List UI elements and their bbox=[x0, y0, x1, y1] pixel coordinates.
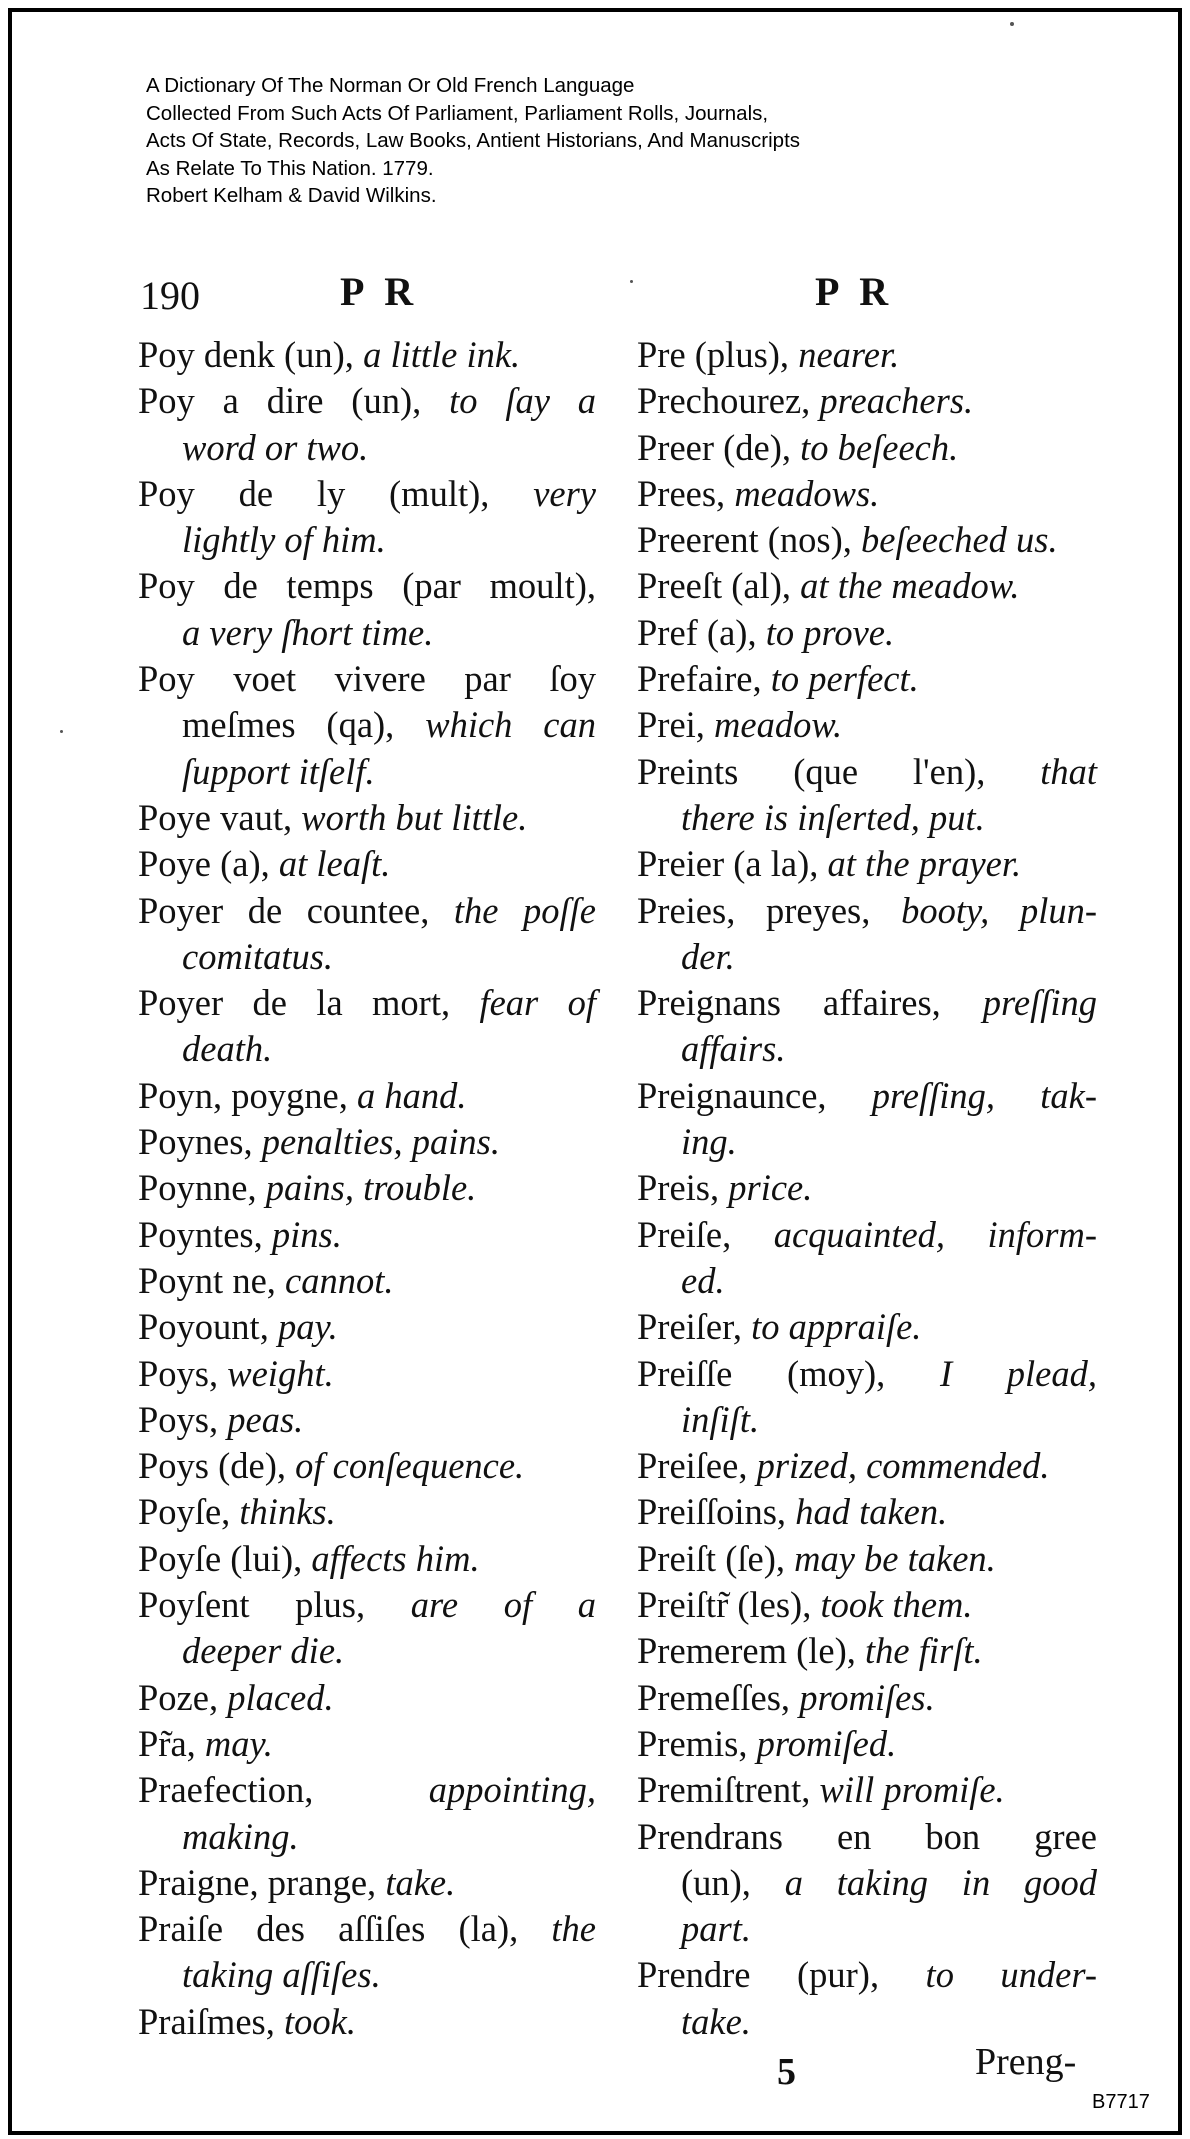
entry-gloss: I plead, bbox=[939, 1352, 1097, 1394]
entry-line bbox=[138, 1489, 596, 1535]
dictionary-entry bbox=[637, 1814, 1097, 1953]
dictionary-entry bbox=[637, 1351, 1097, 1444]
entry-gloss: had taken. bbox=[795, 1491, 948, 1533]
dictionary-entry bbox=[637, 1165, 1097, 1211]
entry-line bbox=[138, 702, 596, 748]
header-line: Robert Kelham & David Wilkins. bbox=[146, 184, 437, 207]
dictionary-entry bbox=[637, 1582, 1097, 1628]
dictionary-entry bbox=[138, 1582, 596, 1675]
entry-line bbox=[637, 1443, 1097, 1489]
dictionary-entry bbox=[637, 425, 1097, 471]
entry-line bbox=[138, 332, 596, 378]
entry-headword: Poy de ly (mult), bbox=[138, 472, 534, 514]
entry-line bbox=[138, 980, 596, 1026]
entry-gloss: at leaſt. bbox=[278, 843, 391, 885]
entry-headword: Poyſent plus, bbox=[138, 1584, 411, 1626]
entry-text: meſmes (qa), bbox=[182, 704, 426, 746]
entry-line bbox=[637, 795, 1097, 841]
entry-line bbox=[637, 1582, 1097, 1628]
entry-line bbox=[138, 1397, 596, 1443]
right-column bbox=[637, 332, 1097, 2045]
entry-headword: Premis, bbox=[637, 1722, 757, 1764]
entry-gloss: death. bbox=[182, 1028, 273, 1070]
entry-line bbox=[637, 1397, 1097, 1443]
entry-gloss: preſſing bbox=[982, 982, 1097, 1024]
entry-line bbox=[637, 610, 1097, 656]
dictionary-entry bbox=[637, 563, 1097, 609]
entry-line bbox=[138, 517, 596, 563]
entry-gloss: worth but little. bbox=[301, 796, 528, 838]
entry-line bbox=[138, 749, 596, 795]
signature-mark: 5 bbox=[777, 2051, 796, 2093]
running-head-left: P R bbox=[340, 269, 420, 314]
header-line: Collected From Such Acts Of Parliament, Parliament Rolls, Journals, bbox=[146, 101, 769, 125]
entry-headword: Preiſee, bbox=[637, 1445, 757, 1487]
entry-line bbox=[637, 1675, 1097, 1721]
entry-line bbox=[138, 1165, 596, 1211]
entry-line bbox=[637, 1119, 1097, 1165]
entry-headword: Preiſe, bbox=[637, 1213, 774, 1255]
entry-headword: Preiſer, bbox=[637, 1306, 752, 1348]
dictionary-entry bbox=[637, 610, 1097, 656]
entry-headword: Prendre (pur), bbox=[637, 1954, 926, 1996]
entry-line bbox=[637, 656, 1097, 702]
entry-line bbox=[138, 795, 596, 841]
entry-gloss: fear of bbox=[479, 982, 596, 1024]
dictionary-entry bbox=[138, 656, 596, 795]
dictionary-entry bbox=[637, 1767, 1097, 1813]
entry-line bbox=[637, 1906, 1097, 1952]
entry-headword: Poyſe, bbox=[138, 1491, 240, 1533]
header-line: A Dictionary Of The Norman Or Old French Language bbox=[146, 74, 635, 97]
entry-line bbox=[637, 378, 1097, 424]
entry-gloss: are of a bbox=[410, 1584, 596, 1626]
entry-headword: Poynes, bbox=[138, 1121, 262, 1163]
entry-text: (un), bbox=[681, 1861, 785, 1903]
dictionary-entry bbox=[637, 1721, 1097, 1767]
entry-line bbox=[138, 888, 596, 934]
entry-gloss: making. bbox=[182, 1815, 299, 1857]
scan-speck bbox=[60, 730, 63, 733]
entry-line bbox=[138, 1860, 596, 1906]
entry-gloss: booty, plun- bbox=[901, 889, 1098, 931]
entry-headword: Poyntes, bbox=[138, 1213, 272, 1255]
page-number: 190 bbox=[140, 273, 200, 318]
entry-line bbox=[138, 1952, 596, 1998]
entry-line bbox=[637, 1489, 1097, 1535]
dictionary-entry bbox=[138, 1536, 596, 1582]
entry-headword: Pref (a), bbox=[637, 611, 766, 653]
entry-headword: Poyſe (lui), bbox=[138, 1537, 312, 1579]
dictionary-entry bbox=[138, 1767, 596, 1860]
dictionary-entry bbox=[637, 1073, 1097, 1166]
header-line: As Relate To This Nation. 1779. bbox=[146, 156, 434, 180]
dictionary-entry bbox=[637, 980, 1097, 1073]
dictionary-entry bbox=[138, 1999, 596, 2045]
entry-gloss: peas. bbox=[227, 1398, 304, 1440]
entry-line bbox=[138, 1026, 596, 1072]
dictionary-entry bbox=[637, 888, 1097, 981]
scan-speck bbox=[1010, 22, 1014, 26]
entry-gloss: a very ſhort time. bbox=[182, 611, 434, 653]
entry-line bbox=[138, 1767, 596, 1813]
entry-gloss: penalties, pains. bbox=[261, 1121, 500, 1163]
entry-gloss: ſupport itſelf. bbox=[182, 750, 375, 792]
entry-gloss: at the meadow. bbox=[800, 565, 1020, 607]
dictionary-entry bbox=[138, 471, 596, 564]
entry-gloss: affects him. bbox=[311, 1537, 480, 1579]
header-line: Acts Of State, Records, Law Books, Antient Historians, And Manuscripts bbox=[146, 129, 801, 152]
dictionary-entry bbox=[637, 1489, 1097, 1535]
dictionary-entry bbox=[637, 1304, 1097, 1350]
entry-gloss: which can bbox=[425, 704, 597, 746]
catchword: Preng- bbox=[975, 2041, 1077, 2083]
entry-gloss: will promiſe. bbox=[819, 1769, 1005, 1811]
entry-gloss: a hand. bbox=[357, 1074, 467, 1116]
running-head-right: P R bbox=[815, 269, 895, 314]
entry-headword: Praefection, bbox=[138, 1769, 429, 1811]
entry-headword: Prees, bbox=[637, 472, 735, 514]
dictionary-entry bbox=[138, 563, 596, 656]
entry-gloss: the poſſe bbox=[453, 889, 596, 931]
entry-line bbox=[637, 1814, 1097, 1860]
entry-headword: Poys, bbox=[138, 1352, 228, 1394]
dictionary-entry bbox=[637, 517, 1097, 563]
entry-line bbox=[138, 1258, 596, 1304]
dictionary-entry bbox=[138, 1443, 596, 1489]
entry-line bbox=[138, 378, 596, 424]
entry-headword: Preiſſe (moy), bbox=[637, 1352, 940, 1394]
dictionary-entry bbox=[637, 841, 1097, 887]
entry-gloss: nearer. bbox=[798, 334, 900, 375]
dictionary-entry bbox=[637, 378, 1097, 424]
entry-headword: Poyer de countee, bbox=[138, 889, 454, 931]
entry-headword: Poy denk (un), bbox=[138, 334, 364, 375]
dictionary-entry bbox=[138, 1304, 596, 1350]
entry-line bbox=[138, 1906, 596, 1952]
entry-gloss: the firſt. bbox=[865, 1630, 983, 1672]
entry-headword: Poy voet vivere par ſoy bbox=[138, 658, 596, 700]
header-block bbox=[146, 72, 800, 210]
entry-line bbox=[138, 1304, 596, 1350]
dictionary-entry bbox=[138, 1906, 596, 1999]
entry-headword: Praiſmes, bbox=[138, 2000, 284, 2042]
entry-line bbox=[138, 610, 596, 656]
entry-gloss: meadows. bbox=[734, 472, 880, 514]
dictionary-entry bbox=[138, 378, 596, 471]
entry-gloss: beſeeched us. bbox=[861, 519, 1058, 561]
entry-headword: Prechourez, bbox=[637, 380, 820, 422]
dictionary-entry bbox=[637, 1952, 1097, 2045]
entry-line bbox=[637, 1073, 1097, 1119]
dictionary-entry bbox=[138, 1258, 596, 1304]
entry-line bbox=[138, 1351, 596, 1397]
entry-line bbox=[637, 563, 1097, 609]
entry-line bbox=[637, 1952, 1097, 1998]
entry-line bbox=[637, 1304, 1097, 1350]
entry-gloss: affairs. bbox=[681, 1028, 786, 1070]
entry-line bbox=[637, 1351, 1097, 1397]
entry-line bbox=[138, 1582, 596, 1628]
dictionary-entry bbox=[138, 1073, 596, 1119]
entry-gloss: lightly of him. bbox=[182, 519, 386, 561]
entry-gloss: meadow. bbox=[714, 704, 843, 746]
dictionary-entry bbox=[637, 1443, 1097, 1489]
dictionary-entry bbox=[138, 1212, 596, 1258]
entry-line bbox=[138, 1999, 596, 2045]
dictionary-entry bbox=[637, 471, 1097, 517]
dictionary-entry bbox=[138, 1675, 596, 1721]
dictionary-entry bbox=[138, 1489, 596, 1535]
entry-gloss: weight. bbox=[227, 1352, 334, 1394]
dictionary-entry bbox=[138, 841, 596, 887]
entry-line bbox=[637, 1628, 1097, 1674]
dictionary-entry bbox=[637, 656, 1097, 702]
entry-gloss: of conſequence. bbox=[295, 1445, 525, 1487]
dictionary-entry bbox=[637, 702, 1097, 748]
entry-line bbox=[637, 471, 1097, 517]
entry-gloss: took them. bbox=[820, 1584, 973, 1626]
entry-line bbox=[138, 1721, 596, 1767]
entry-gloss: der. bbox=[681, 935, 735, 977]
dictionary-entry bbox=[138, 1397, 596, 1443]
entry-gloss: word or two. bbox=[182, 426, 369, 468]
dictionary-entry bbox=[637, 1675, 1097, 1721]
entry-gloss: comitatus. bbox=[182, 935, 334, 977]
entry-gloss: promiſes. bbox=[799, 1676, 935, 1718]
entry-line bbox=[637, 332, 1097, 378]
entry-headword: Prefaire, bbox=[637, 658, 771, 700]
entry-gloss: part. bbox=[681, 1908, 751, 1950]
dictionary-entry bbox=[138, 1860, 596, 1906]
entry-line bbox=[637, 1860, 1097, 1906]
entry-line bbox=[637, 1165, 1097, 1211]
entry-line bbox=[637, 425, 1097, 471]
entry-gloss: to appraiſe. bbox=[751, 1306, 922, 1348]
entry-headword: Praiſe des aſſiſes (la), bbox=[138, 1908, 552, 1950]
entry-line bbox=[138, 1073, 596, 1119]
entry-gloss: appointing, bbox=[428, 1769, 596, 1811]
entry-line bbox=[637, 1767, 1097, 1813]
entry-gloss: took. bbox=[283, 2000, 356, 2042]
dictionary-entry bbox=[637, 1628, 1097, 1674]
dictionary-entry bbox=[637, 1536, 1097, 1582]
entry-headword: Prendrans en bon gree bbox=[637, 1815, 1097, 1857]
scan-code: B7717 bbox=[1092, 2091, 1150, 2113]
entry-gloss: take. bbox=[681, 2000, 751, 2042]
entry-gloss: to beſeech. bbox=[800, 426, 959, 468]
entry-gloss: to ſay a bbox=[449, 380, 597, 422]
entry-line bbox=[138, 1536, 596, 1582]
entry-gloss: there is inſerted, put. bbox=[681, 796, 985, 838]
entry-line bbox=[138, 1814, 596, 1860]
entry-line bbox=[138, 934, 596, 980]
entry-headword: Praigne, prange, bbox=[138, 1861, 386, 1903]
entry-headword: Pr̃a, bbox=[138, 1722, 205, 1764]
scan-speck bbox=[630, 280, 633, 283]
entry-line bbox=[637, 1536, 1097, 1582]
entry-gloss: may. bbox=[204, 1722, 273, 1764]
entry-headword: Poyer de la mort, bbox=[138, 982, 480, 1024]
entry-headword: Preignaunce, bbox=[637, 1074, 872, 1116]
entry-headword: Premeſſes, bbox=[637, 1676, 800, 1718]
entry-line bbox=[138, 656, 596, 702]
entry-gloss: thinks. bbox=[239, 1491, 336, 1533]
entry-gloss: pains, trouble. bbox=[265, 1167, 477, 1209]
entry-line bbox=[637, 888, 1097, 934]
entry-line bbox=[138, 1119, 596, 1165]
entry-line bbox=[637, 980, 1097, 1026]
entry-line bbox=[637, 749, 1097, 795]
entry-gloss: preſſing, tak- bbox=[871, 1074, 1097, 1116]
entry-line bbox=[637, 702, 1097, 748]
entry-gloss: ed. bbox=[681, 1259, 725, 1301]
dictionary-entry bbox=[138, 1351, 596, 1397]
entry-line bbox=[637, 934, 1097, 980]
dictionary-entry bbox=[138, 332, 596, 378]
entry-gloss: a taking in good bbox=[784, 1861, 1097, 1903]
entry-headword: Poze, bbox=[138, 1676, 228, 1718]
entry-gloss: that bbox=[1040, 750, 1097, 792]
entry-gloss: the bbox=[551, 1908, 596, 1950]
entry-headword: Poynt ne, bbox=[138, 1259, 286, 1301]
entry-gloss: taking aſſiſes. bbox=[182, 1954, 381, 1996]
entry-line bbox=[637, 1212, 1097, 1258]
entry-headword: Poye (a), bbox=[138, 843, 279, 885]
entry-gloss: placed. bbox=[227, 1676, 334, 1718]
entry-headword: Poynne, bbox=[138, 1167, 266, 1209]
entry-headword: Poys (de), bbox=[138, 1445, 296, 1487]
entry-headword: Preiſſoins, bbox=[637, 1491, 796, 1533]
entry-gloss: to prove. bbox=[765, 611, 895, 653]
entry-line bbox=[637, 517, 1097, 563]
entry-headword: Poy a dire (un), bbox=[138, 380, 450, 422]
entry-gloss: prized, commended. bbox=[756, 1445, 1050, 1487]
entry-gloss: a little ink. bbox=[363, 334, 521, 375]
entry-gloss: pay. bbox=[277, 1306, 338, 1348]
entry-headword: Pre (plus), bbox=[637, 334, 799, 375]
entry-headword: Preiſtr̃ (les), bbox=[637, 1584, 821, 1626]
entry-gloss: to perfect. bbox=[770, 658, 919, 700]
entry-headword: Preints (que l'en), bbox=[637, 750, 1041, 792]
entry-gloss: price. bbox=[728, 1167, 813, 1209]
entry-gloss: inſiſt. bbox=[681, 1398, 760, 1440]
entry-gloss: deeper die. bbox=[182, 1630, 345, 1672]
entry-gloss: pins. bbox=[271, 1213, 342, 1255]
entry-gloss: acquainted, inform- bbox=[773, 1213, 1098, 1255]
entry-line bbox=[637, 1721, 1097, 1767]
entry-line bbox=[138, 563, 596, 609]
entry-gloss: ing. bbox=[681, 1121, 737, 1163]
entry-headword: Preies, preyes, bbox=[637, 889, 902, 931]
dictionary-entry bbox=[138, 980, 596, 1073]
entry-headword: Premiſtrent, bbox=[637, 1769, 820, 1811]
entry-headword: Preer (de), bbox=[637, 426, 801, 468]
dictionary-entry bbox=[138, 888, 596, 981]
entry-gloss: cannot. bbox=[285, 1259, 394, 1301]
entry-headword: Prei, bbox=[637, 704, 715, 746]
entry-headword: Preerent (nos), bbox=[637, 519, 861, 561]
dictionary-entry bbox=[138, 1721, 596, 1767]
entry-line bbox=[138, 1212, 596, 1258]
left-column bbox=[138, 332, 596, 2045]
entry-headword: Poy de temps (par moult), bbox=[138, 565, 596, 607]
entry-headword: Preiſt (ſe), bbox=[637, 1537, 795, 1579]
entry-headword: Poyn, poygne, bbox=[138, 1074, 357, 1116]
entry-line bbox=[637, 1026, 1097, 1072]
entry-gloss: may be taken. bbox=[794, 1537, 996, 1579]
entry-headword: Preignans affaires, bbox=[637, 982, 983, 1024]
entry-line bbox=[138, 841, 596, 887]
entry-headword: Preis, bbox=[637, 1167, 729, 1209]
entry-gloss: at the prayer. bbox=[827, 843, 1022, 885]
entry-gloss: to under- bbox=[925, 1954, 1097, 1996]
entry-headword: Preier (a la), bbox=[637, 843, 828, 885]
dictionary-entry bbox=[138, 795, 596, 841]
entry-line bbox=[138, 1443, 596, 1489]
entry-headword: Poys, bbox=[138, 1398, 228, 1440]
entry-line bbox=[138, 1675, 596, 1721]
dictionary-entry bbox=[138, 1165, 596, 1211]
entry-headword: Preeſt (al), bbox=[637, 565, 801, 607]
entry-line bbox=[637, 841, 1097, 887]
entry-gloss: take. bbox=[385, 1861, 456, 1903]
dictionary-entry bbox=[637, 1212, 1097, 1305]
dictionary-entry bbox=[637, 749, 1097, 842]
entry-headword: Poyount, bbox=[138, 1306, 278, 1348]
entry-line bbox=[138, 471, 596, 517]
entry-line bbox=[637, 1258, 1097, 1304]
entry-gloss: preachers. bbox=[819, 380, 974, 422]
entry-gloss: very bbox=[533, 472, 596, 514]
entry-line bbox=[138, 425, 596, 471]
dictionary-entry bbox=[637, 332, 1097, 378]
entry-line bbox=[138, 1628, 596, 1674]
entry-line bbox=[637, 1999, 1097, 2045]
entry-headword: Poye vaut, bbox=[138, 796, 302, 838]
entry-headword: Premerem (le), bbox=[637, 1630, 866, 1672]
entry-gloss: promiſed. bbox=[756, 1722, 897, 1764]
dictionary-entry bbox=[138, 1119, 596, 1165]
